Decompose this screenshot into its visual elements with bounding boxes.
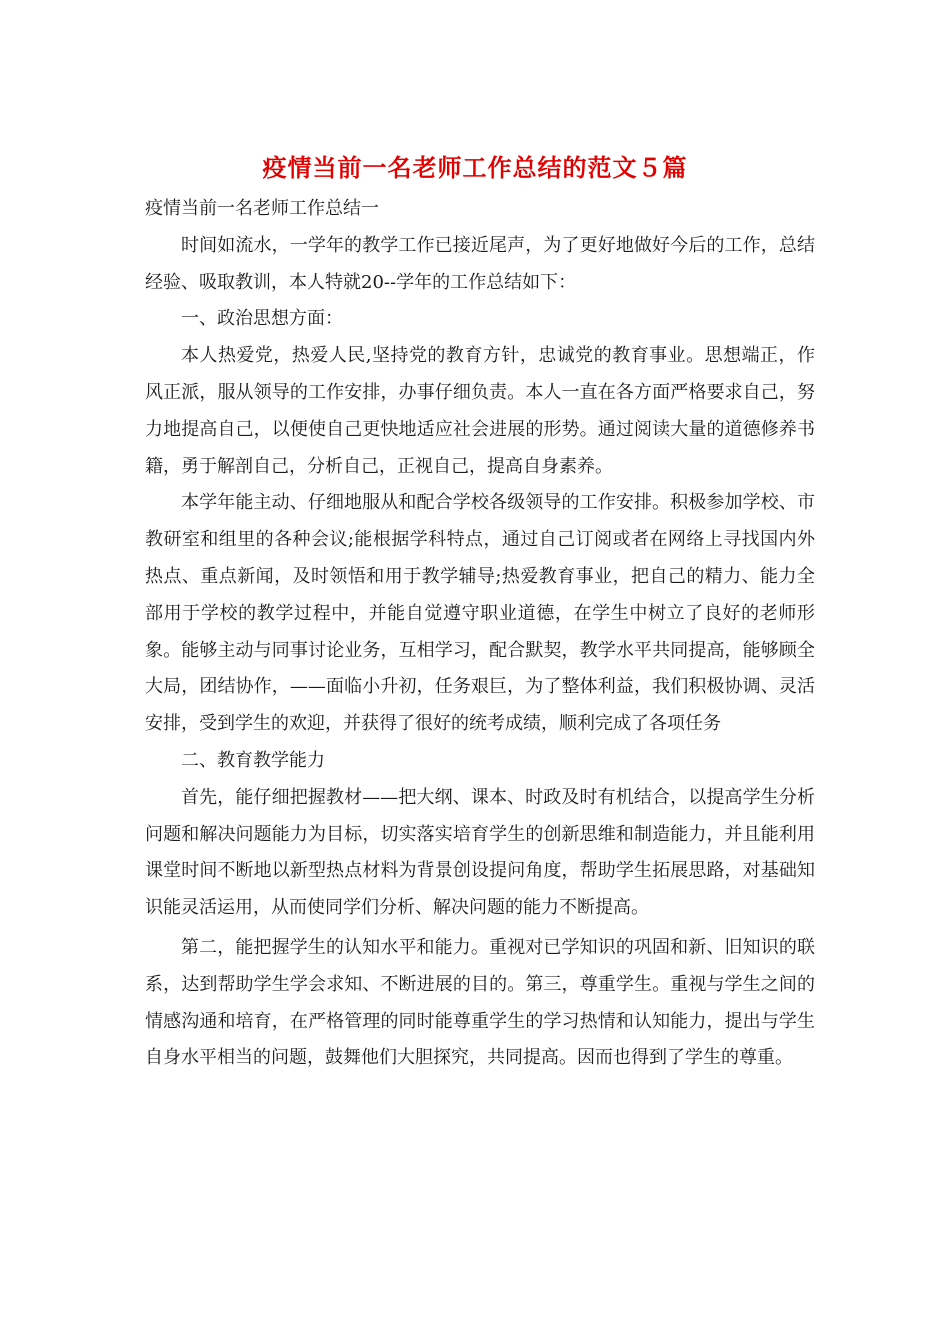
document-title: 疫情当前一名老师工作总结的范文５篇 (262, 153, 688, 182)
heading-political-thought: 一、政治思想方面： (181, 308, 343, 330)
document-body (145, 191, 815, 1077)
paragraph-work-arrangement: 本学年能主动、仔细地服从和配合学校各级领导的工作安排。积极参加学校、市教研室和组里的各种会议;能根据学科特点，通过自己订阅或者在网络上寻找国内外热点、重点新闻，及时领悟和用于教学辅导;热爱教育事业，把自己的精力、能力全部用于学校的教学过程中，并能自觉遵守职业道德，在学生中树立了良好的老师形象。能够主动与同事讨论业务，互相学习，配合默契，教学水平共同提高，能够顾全大局，团结协作，——面临小升初，任务艰巨，为了整体利益，我们积极协调、灵活安排，受到学生的欢迎，并获得了很好的统考成绩，顺利完成了各项任务 (145, 492, 815, 735)
section-subtitle: 疫情当前一名老师工作总结一 (145, 198, 379, 219)
paragraph-intro: 时间如流水，一学年的教学工作已接近尾声，为了更好地做好今后的工作，总结经验、吸取教训，本人特就20--学年的工作总结如下： (145, 234, 815, 293)
paragraph-teaching-second: 第二，能把握学生的认知水平和能力。重视对已学知识的巩固和新、旧知识的联系，达到帮助学生学会求知、不断进展的目的。第三，尊重学生。重视与学生之间的情感沟通和培育，在严格管理的同时能尊重学生的学习热情和认知能力，提出与学生自身水平相当的问题，鼓舞他们大胆探究，共同提高。因而也得到了学生的尊重。 (145, 936, 815, 1069)
paragraph-political-thought: 本人热爱党，热爱人民,坚持党的教育方针，忠诚党的教育事业。思想端正，作风正派，服从领导的工作安排，办事仔细负责。本人一直在各方面严格要求自己，努力地提高自己，以便使自己更快地适应社会进展的形势。通过阅读大量的道德修养书籍，勇于解剖自己，分析自己，正视自己，提高自身素养。 (145, 345, 815, 477)
paragraph-teaching-first: 首先，能仔细把握教材——把大纲、课本、时政及时有机结合，以提高学生分析问题和解决问题能力为目标，切实落实培育学生的创新思维和制造能力，并且能利用课堂时间不断地以新型热点材料为背景创设提问角度，帮助学生拓展思路，对基础知识能灵活运用，从而使同学们分析、解决问题的能力不断提高。 (145, 786, 815, 919)
heading-teaching-ability: 二、教育教学能力 (181, 749, 325, 771)
